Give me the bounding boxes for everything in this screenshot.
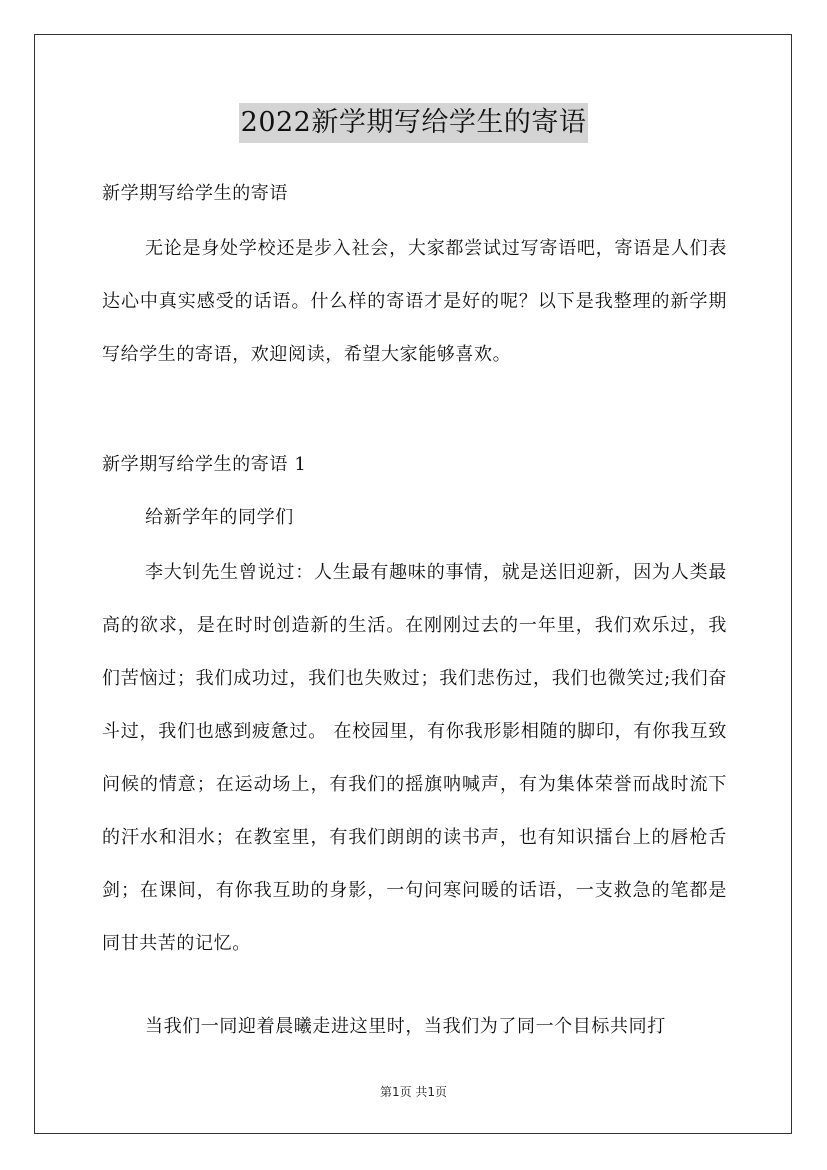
title-container (0, 103, 827, 143)
body-paragraph-2: 当我们一同迎着晨曦走进这里时，当我们为了同一个目标共同打 (145, 1016, 666, 1037)
intro-paragraph: 无论是身处学校还是步入社会，大家都尝试过写寄语吧，寄语是人们表达心中真实感受的话语。什么样的寄语才是好的呢？以下是我整理的新学期写给学生的寄语，欢迎阅读，希望大家能够喜欢。 (102, 238, 727, 365)
section-heading-1: 新学期写给学生的寄语 1 (102, 454, 307, 475)
document-title: 2022新学期写给学生的寄语 (239, 103, 589, 143)
body-paragraph-1: 李大钊先生曾说过：人生最有趣味的事情，就是送旧迎新，因为人类最高的欲求，是在时时创造新的生活。在刚刚过去的一年里，我们欢乐过，我们苦恼过；我们成功过，我们也失败过；我们悲伤过，我们也微笑过;我们奋斗过，我们也感到疲惫过。 在校园里，有你我形影相随的脚印，有你我互致问候的情意；在运动场上，有我们的摇旗呐喊声，有为集体荣誉而战时流下的汗水和泪水；在教室里，有我们朗朗的读书声，也有知识擂台上的唇枪舌剑；在课间，有你我互助的身影，一句问寒问暖的话语，一支救急的笔都是同甘共苦的记忆。 (102, 562, 727, 954)
document-subtitle: 新学期写给学生的寄语 (102, 183, 288, 204)
greeting-line: 给新学年的同学们 (145, 507, 294, 528)
page-footer: 第1页 共1页 (379, 1085, 448, 1099)
